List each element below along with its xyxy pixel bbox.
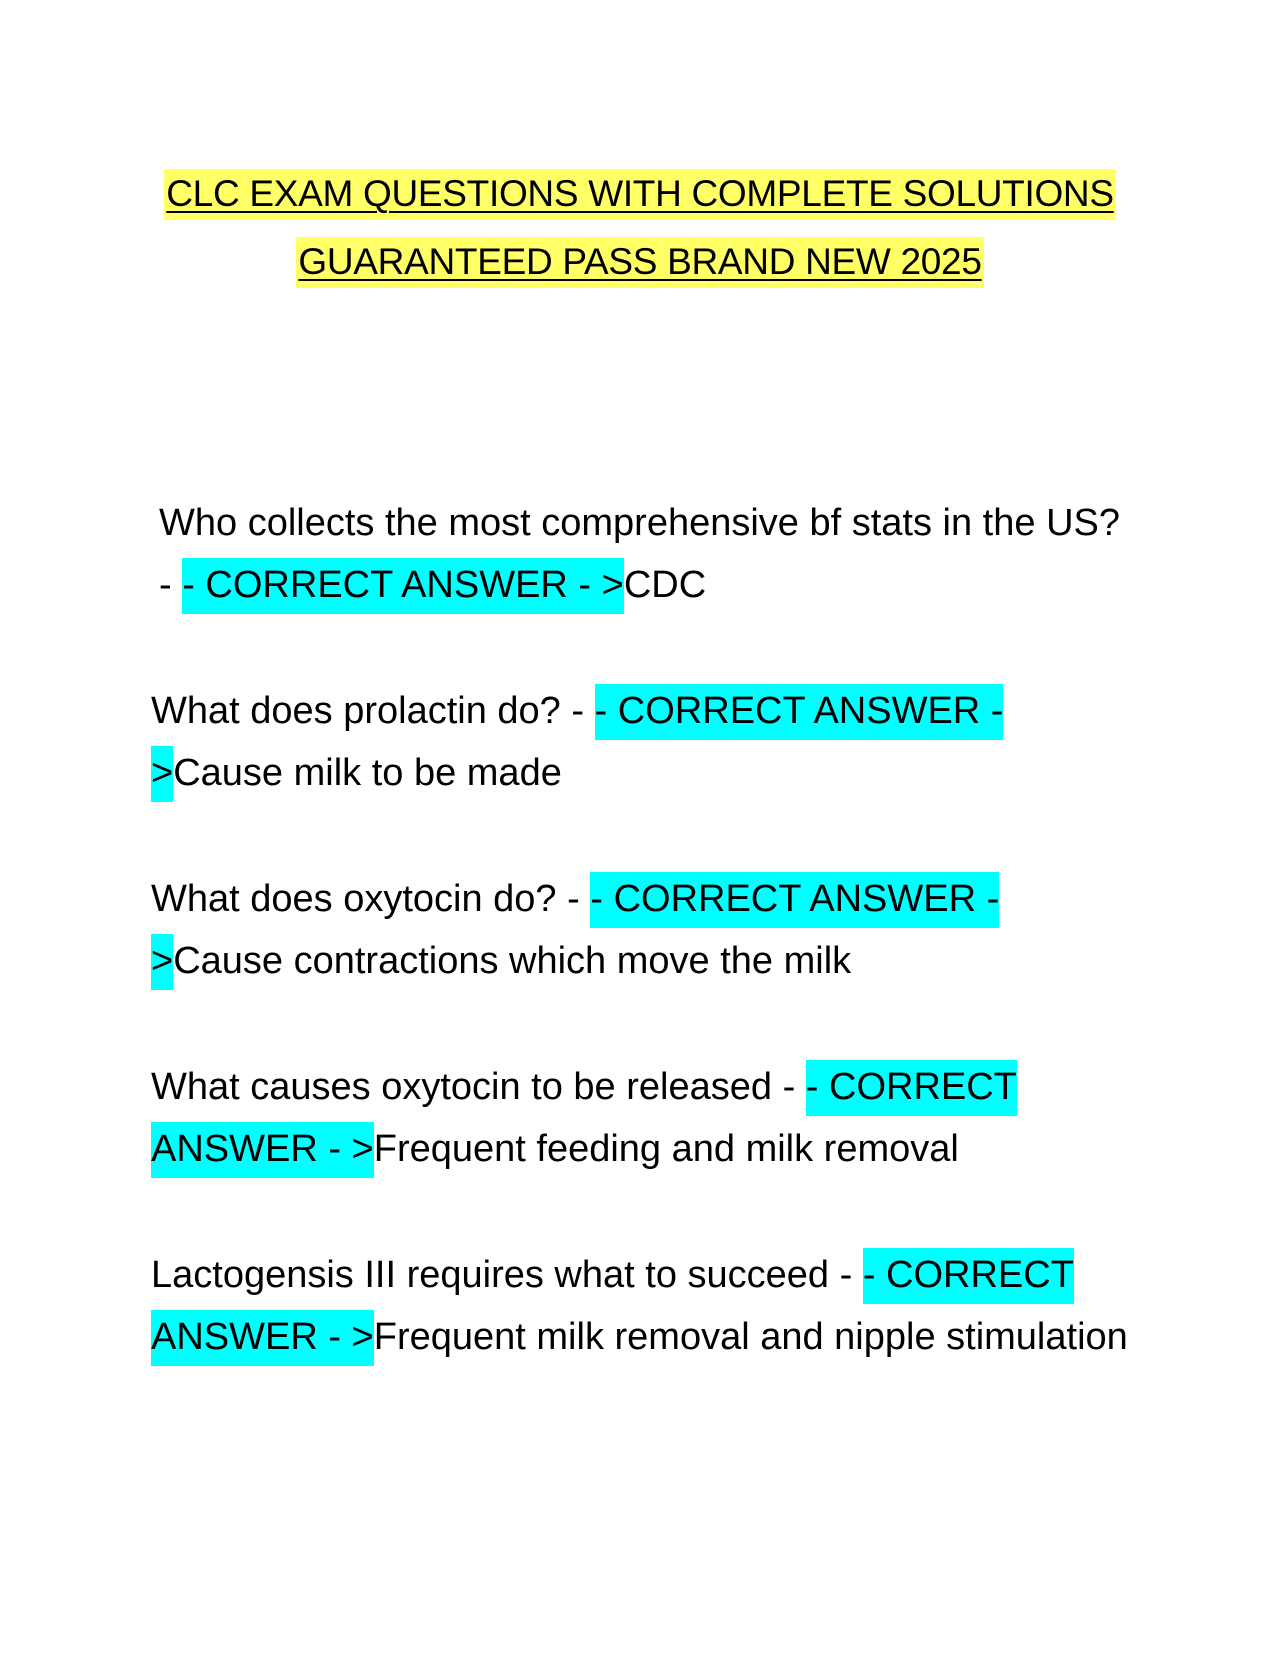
separator: -: [829, 1254, 863, 1296]
qa-item: [151, 1244, 1141, 1368]
correct-answer-marker: - CORRECT ANSWER - >: [151, 872, 999, 990]
title-line-2: GUARANTEED PASS BRAND NEW 2025: [296, 237, 983, 288]
question-answer-list: [151, 492, 1141, 1432]
separator: -: [560, 690, 595, 732]
separator: -: [772, 1066, 806, 1108]
correct-answer-marker: - CORRECT ANSWER - >: [182, 558, 624, 614]
separator: -: [556, 878, 591, 920]
answer-text: Cause contractions which move the milk: [173, 940, 852, 982]
question-text: Who collects the most comprehensive bf stats in the US?: [159, 502, 1120, 544]
question-text: What causes oxytocin to be released: [151, 1066, 773, 1108]
answer-text: Frequent feeding and milk removal: [373, 1128, 959, 1170]
answer-text: CDC: [623, 564, 707, 606]
qa-item: [151, 492, 1141, 616]
qa-item: [151, 1056, 1141, 1180]
correct-answer-marker: - CORRECT ANSWER - >: [151, 1060, 1017, 1178]
answer-text: Frequent milk removal and nipple stimulation: [373, 1316, 1128, 1358]
qa-item: [151, 868, 1141, 992]
title-line-1: CLC EXAM QUESTIONS WITH COMPLETE SOLUTIONS: [164, 169, 1115, 220]
question-text: What does oxytocin do?: [151, 878, 557, 920]
question-text: Lactogensis III requires what to succeed: [151, 1254, 830, 1296]
correct-answer-marker: - CORRECT ANSWER - >: [151, 1248, 1074, 1366]
correct-answer-marker: - CORRECT ANSWER - >: [151, 684, 1003, 802]
question-text: What does prolactin do?: [151, 690, 561, 732]
answer-text: Cause milk to be made: [173, 752, 562, 794]
document-title: [130, 160, 1150, 296]
qa-item: [151, 680, 1141, 804]
separator: -: [159, 564, 183, 606]
